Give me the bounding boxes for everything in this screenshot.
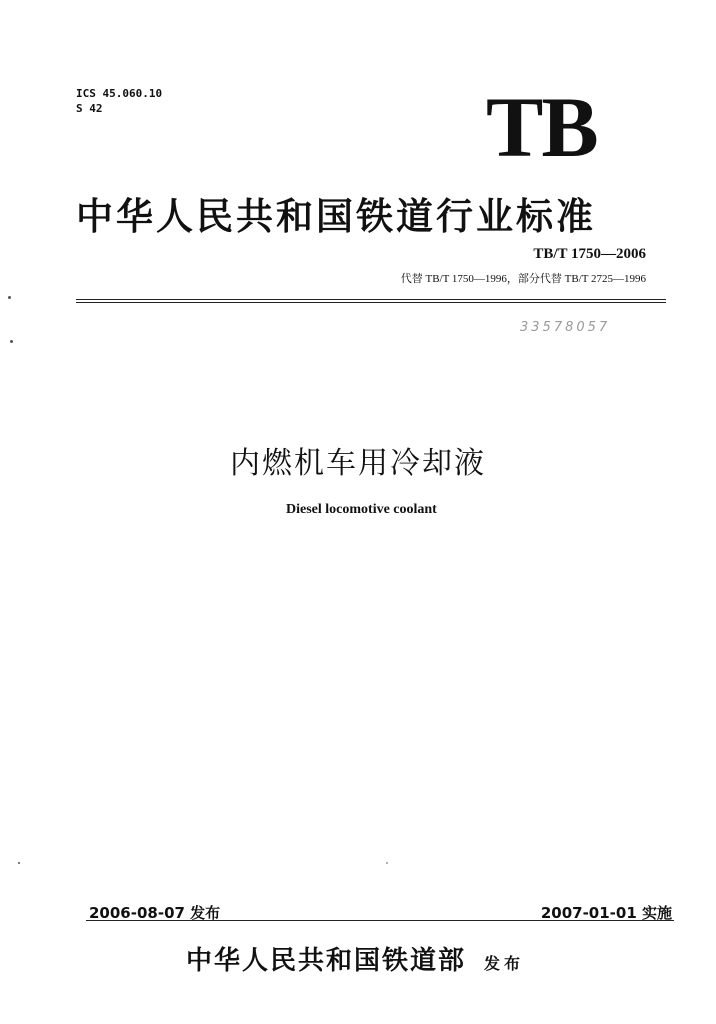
document-title-chinese: 内燃机车用冷却液 bbox=[230, 446, 486, 481]
issue-date: 2006-08-07 发布 bbox=[89, 904, 221, 922]
publisher-name: 中华人民共和国铁道部 bbox=[186, 946, 467, 976]
implementation-date: 2007-01-01 实施 bbox=[540, 904, 672, 922]
scan-speck bbox=[386, 862, 388, 864]
scan-speck bbox=[18, 862, 20, 864]
footer-divider bbox=[86, 920, 674, 921]
archive-stamp: 33578057 bbox=[520, 320, 611, 335]
ics-code: ICS 45.060.10 bbox=[76, 87, 163, 100]
document-title-english: Diesel locomotive coolant bbox=[286, 502, 437, 517]
publish-verb: 发布 bbox=[484, 954, 525, 973]
tb-logo: TB bbox=[486, 79, 597, 175]
replaces-note: 代替 TB/T 1750—1996，部分代替 TB/T 2725—1996 bbox=[400, 273, 646, 285]
standard-category: 中华人民共和国铁道行业标准 bbox=[76, 194, 596, 238]
header-divider-secondary bbox=[76, 302, 666, 303]
scan-speck bbox=[10, 340, 13, 343]
publisher bbox=[186, 940, 524, 977]
standard-number: TB/T 1750—2006 bbox=[533, 246, 646, 262]
classification-code: S 42 bbox=[76, 102, 103, 115]
scan-speck bbox=[8, 296, 11, 299]
header-divider bbox=[76, 299, 666, 300]
ics-block bbox=[76, 86, 162, 116]
